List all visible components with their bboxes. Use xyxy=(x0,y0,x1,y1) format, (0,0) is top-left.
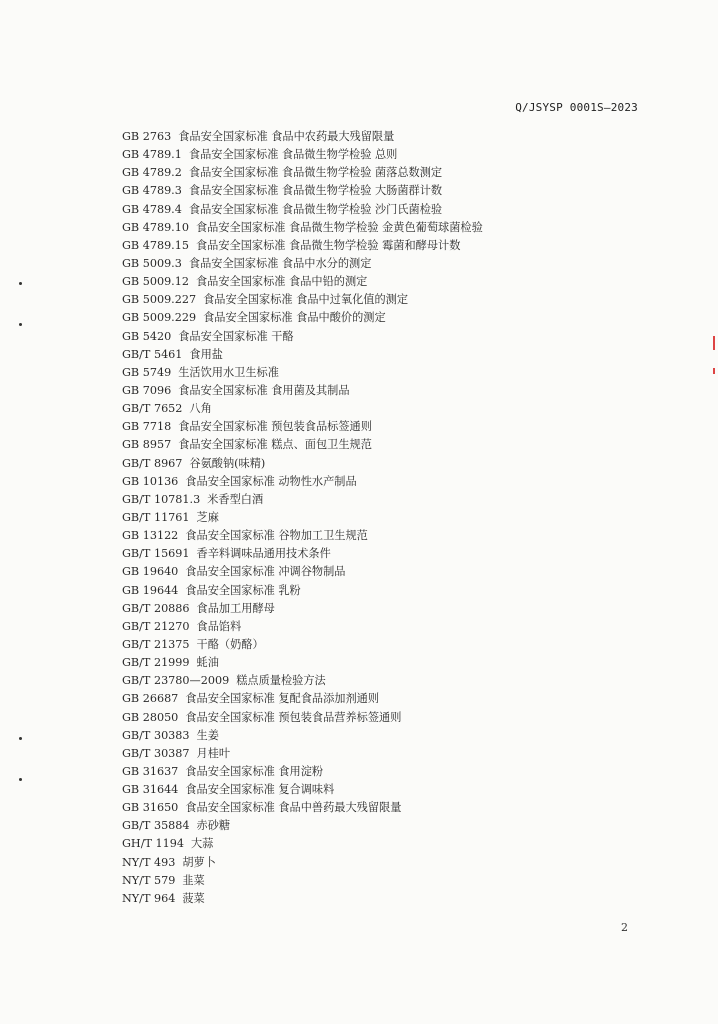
document-code: Q/JSYSP 0001S—2023 xyxy=(515,101,638,114)
reference-code: GB/T 8967 xyxy=(122,456,183,470)
reference-item xyxy=(122,654,682,672)
reference-code: GB 31637 xyxy=(122,764,179,778)
reference-item xyxy=(122,364,682,382)
reference-title: 米香型白酒 xyxy=(207,492,264,506)
reference-item xyxy=(122,872,682,890)
reference-title: 食品安全国家标准 冲调谷物制品 xyxy=(185,565,346,579)
reference-item xyxy=(122,346,682,364)
reference-code: GB 4789.15 xyxy=(122,238,189,252)
reference-code: GB/T 35884 xyxy=(122,819,190,833)
reference-title: 韭菜 xyxy=(182,873,205,887)
reference-title: 香辛料调味品通用技术条件 xyxy=(196,547,331,561)
reference-title: 大蒜 xyxy=(190,837,214,851)
reference-title: 食品安全国家标准 复配食品添加剂通则 xyxy=(185,692,380,706)
reference-title: 赤砂糖 xyxy=(196,819,231,833)
reference-title: 食品安全国家标准 食品微生物学检验 菌落总数测定 xyxy=(188,166,443,180)
reference-item xyxy=(122,328,682,346)
reference-title: 食品安全国家标准 食用菌及其制品 xyxy=(178,383,350,397)
reference-title: 食品安全国家标准 谷物加工卫生规范 xyxy=(185,529,368,543)
reference-title: 食品安全国家标准 食品中铅的测定 xyxy=(195,275,368,289)
reference-code: GB 13122 xyxy=(122,529,179,543)
reference-title: 食品安全国家标准 食品中水分的测定 xyxy=(188,256,372,270)
reference-title: 食品安全国家标准 食品微生物学检验 霉菌和酵母计数 xyxy=(195,238,461,252)
reference-item xyxy=(122,672,682,690)
reference-item xyxy=(122,182,682,200)
reference-code: GB/T 21999 xyxy=(122,656,190,670)
reference-item xyxy=(122,799,682,817)
reference-item xyxy=(122,527,682,545)
reference-code: GB/T 11761 xyxy=(122,510,190,524)
reference-item xyxy=(122,128,682,146)
reference-code: GB 19640 xyxy=(122,565,179,579)
reference-item xyxy=(122,309,682,327)
reference-title: 生活饮用水卫生标准 xyxy=(178,365,279,379)
reference-item xyxy=(122,219,682,237)
reference-item xyxy=(122,835,682,853)
reference-item xyxy=(122,400,682,418)
reference-code: GB 4789.1 xyxy=(122,148,182,162)
reference-code: GB/T 30383 xyxy=(122,728,190,742)
reference-title: 食品安全国家标准 预包装食品标签通则 xyxy=(178,420,372,434)
reference-code: GB 26687 xyxy=(122,692,179,706)
reference-title: 干酪（奶酪） xyxy=(196,637,264,651)
reference-code: GB 5009.3 xyxy=(122,256,182,270)
reference-code: GB 10136 xyxy=(122,474,179,488)
reference-code: GB 5009.12 xyxy=(122,275,189,289)
reference-title: 菠菜 xyxy=(182,891,205,905)
reference-code: GB 4789.10 xyxy=(122,220,189,234)
reference-code: GB 7718 xyxy=(122,420,172,434)
reference-title: 食用盐 xyxy=(189,347,223,361)
reference-code: GB/T 7652 xyxy=(122,402,183,416)
reference-title: 八角 xyxy=(189,402,212,416)
scan-dot xyxy=(19,323,22,326)
reference-item xyxy=(122,618,682,636)
reference-code: NY/T 579 xyxy=(122,873,176,887)
reference-title: 食品安全国家标准 预包装食品营养标签通则 xyxy=(185,710,402,724)
normative-references-list xyxy=(122,128,682,908)
reference-code: NY/T 964 xyxy=(122,891,176,905)
reference-item xyxy=(122,491,682,509)
reference-title: 食品安全国家标准 干酪 xyxy=(178,329,294,343)
reference-title: 生姜 xyxy=(196,728,219,742)
reference-code: GB/T 21270 xyxy=(122,619,190,633)
reference-code: GB/T 21375 xyxy=(122,637,190,651)
reference-title: 食品安全国家标准 食品中酸价的测定 xyxy=(203,311,386,325)
reference-item xyxy=(122,455,682,473)
reference-title: 食品安全国家标准 动物性水产制品 xyxy=(185,474,357,488)
reference-code: GH/T 1194 xyxy=(122,837,184,851)
reference-code: GB 4789.2 xyxy=(122,166,182,180)
reference-title: 芝麻 xyxy=(196,510,219,524)
scan-edge-mark xyxy=(713,336,715,350)
reference-item xyxy=(122,418,682,436)
reference-code: GB 4789.4 xyxy=(122,202,182,216)
reference-title: 食品馅料 xyxy=(196,619,242,633)
reference-code: GB 2763 xyxy=(122,130,172,143)
reference-item xyxy=(122,164,682,182)
reference-item xyxy=(122,781,682,799)
scan-dot xyxy=(19,737,22,740)
reference-item xyxy=(122,600,682,618)
scan-dot xyxy=(19,282,22,285)
reference-code: GB/T 15691 xyxy=(122,547,190,561)
reference-item xyxy=(122,237,682,255)
reference-item xyxy=(122,763,682,781)
reference-code: GB 8957 xyxy=(122,438,172,452)
reference-code: GB 4789.3 xyxy=(122,184,182,198)
reference-title: 食品安全国家标准 食品微生物学检验 大肠菌群计数 xyxy=(188,184,443,198)
reference-title: 胡萝卜 xyxy=(182,855,216,869)
reference-code: GB 19644 xyxy=(122,583,179,597)
reference-item xyxy=(122,582,682,600)
reference-item xyxy=(122,436,682,454)
scan-dot xyxy=(19,778,22,781)
page-number: 2 xyxy=(621,921,628,934)
reference-item xyxy=(122,545,682,563)
reference-title: 食品安全国家标准 食品微生物学检验 金黄色葡萄球菌检验 xyxy=(195,220,483,234)
reference-item xyxy=(122,146,682,164)
reference-item xyxy=(122,890,682,908)
reference-title: 食品安全国家标准 食用淀粉 xyxy=(185,764,324,778)
reference-code: GB 31650 xyxy=(122,801,179,815)
scan-edge-mark xyxy=(713,368,715,374)
reference-title: 食品加工用酵母 xyxy=(196,601,275,615)
reference-title: 食品安全国家标准 乳粉 xyxy=(185,583,301,597)
reference-code: GB/T 20886 xyxy=(122,601,190,615)
reference-item xyxy=(122,382,682,400)
reference-code: GB/T 23780—2009 xyxy=(122,674,230,688)
reference-item xyxy=(122,273,682,291)
reference-title: 谷氨酸钠(味精) xyxy=(189,456,266,470)
reference-item xyxy=(122,817,682,835)
reference-title: 蚝油 xyxy=(196,656,219,670)
reference-title: 食品安全国家标准 食品微生物学检验 沙门氏菌检验 xyxy=(188,202,443,216)
reference-item xyxy=(122,473,682,491)
reference-title: 月桂叶 xyxy=(196,746,231,760)
reference-code: GB 28050 xyxy=(122,710,179,724)
reference-code: GB/T 30387 xyxy=(122,746,190,760)
reference-title: 食品安全国家标准 食品中兽药最大残留限量 xyxy=(185,801,402,815)
reference-title: 食品安全国家标准 糕点、面包卫生规范 xyxy=(178,438,372,452)
reference-title: 食品安全国家标准 食品微生物学检验 总则 xyxy=(188,148,398,162)
reference-code: GB 5009.227 xyxy=(122,293,197,307)
reference-title: 食品安全国家标准 食品中过氧化值的测定 xyxy=(203,293,409,307)
reference-item xyxy=(122,563,682,581)
reference-code: GB 31644 xyxy=(122,783,179,797)
reference-title: 食品安全国家标准 食品中农药最大残留限量 xyxy=(178,130,395,143)
reference-item xyxy=(122,854,682,872)
reference-code: GB/T 5461 xyxy=(122,347,183,361)
reference-title: 食品安全国家标准 复合调味料 xyxy=(185,783,335,797)
reference-item xyxy=(122,291,682,309)
reference-code: GB 5009.229 xyxy=(122,311,197,325)
reference-item xyxy=(122,636,682,654)
reference-code: GB 7096 xyxy=(122,383,172,397)
reference-title: 糕点质量检验方法 xyxy=(236,674,326,688)
reference-item xyxy=(122,727,682,745)
reference-code: GB/T 10781.3 xyxy=(122,492,201,506)
reference-item xyxy=(122,709,682,727)
reference-item xyxy=(122,509,682,527)
reference-item xyxy=(122,690,682,708)
reference-code: NY/T 493 xyxy=(122,855,176,869)
reference-item xyxy=(122,201,682,219)
reference-code: GB 5420 xyxy=(122,329,172,343)
reference-item xyxy=(122,255,682,273)
reference-code: GB 5749 xyxy=(122,365,172,379)
reference-item xyxy=(122,745,682,763)
